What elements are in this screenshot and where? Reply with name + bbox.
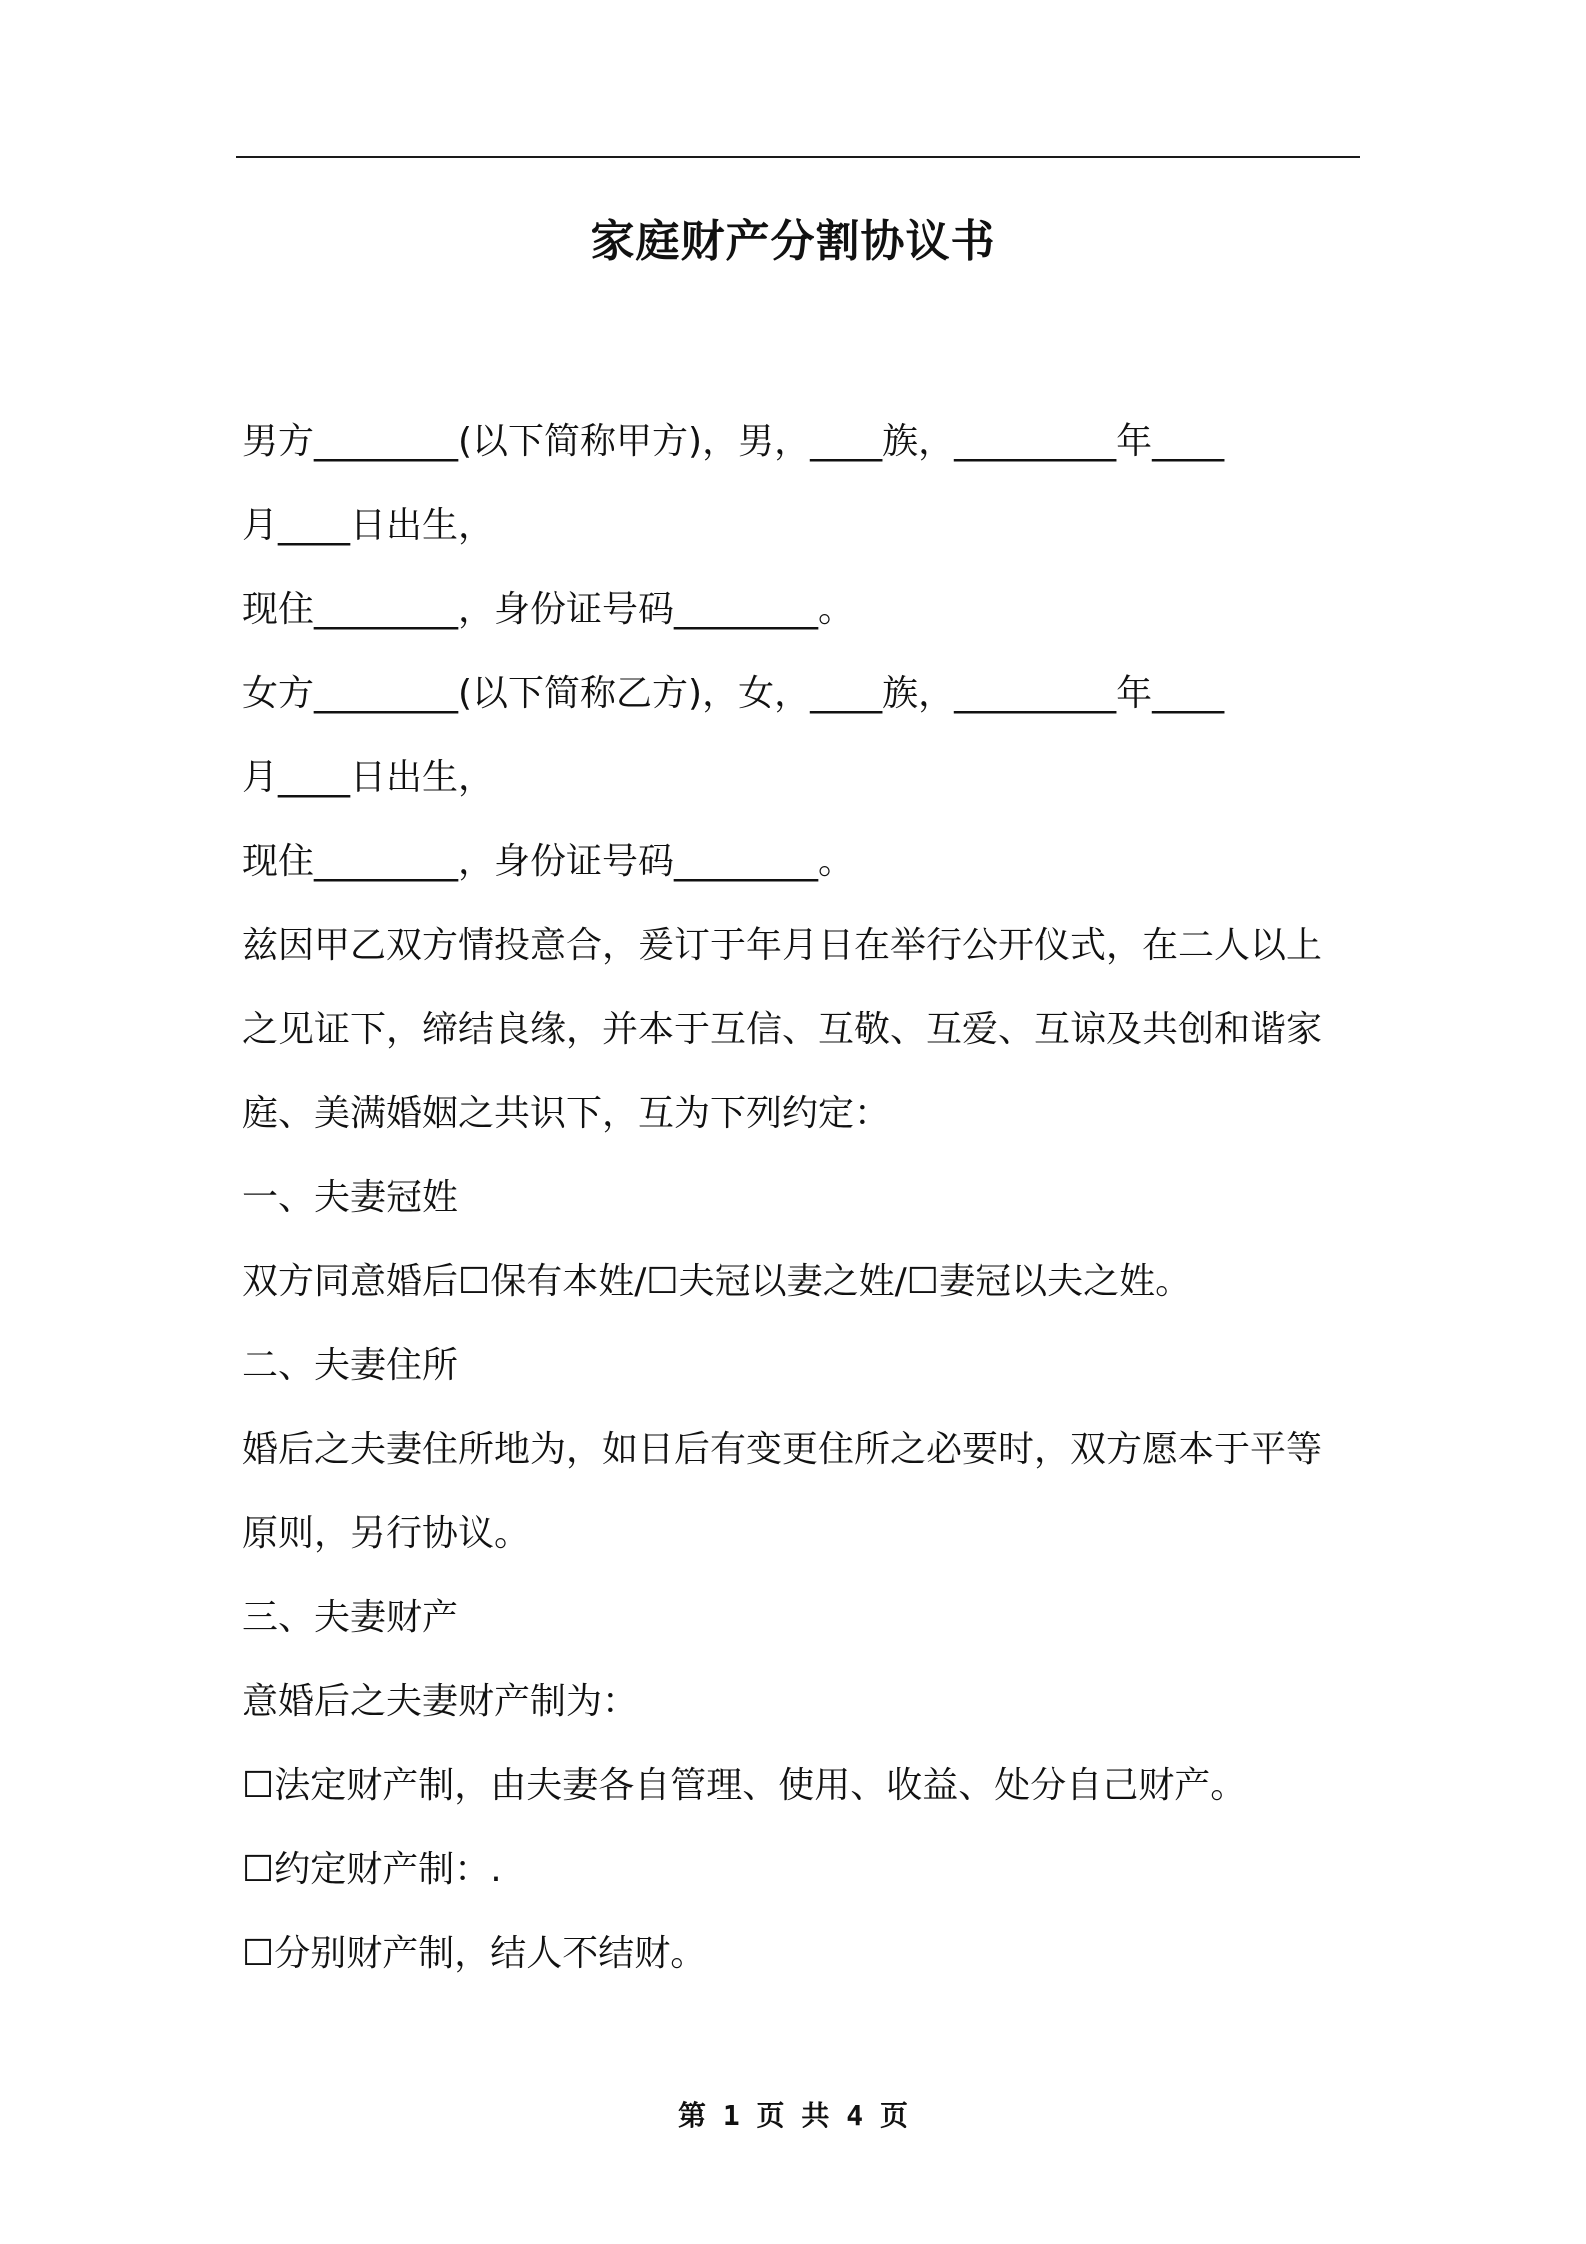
line-male-birth: 月____日出生， <box>242 505 495 546</box>
header-rule <box>236 156 1360 158</box>
line-male-address: 现住________，身份证号码________。 <box>242 589 855 630</box>
option-separate-property: ☐分别财产制，结人不结财。 <box>242 1933 707 1974</box>
section-heading-surname: 一、夫妻冠姓 <box>242 1177 459 1218</box>
line-residence-1: 婚后之夫妻住所地为，如日后有变更住所之必要时，双方愿本于平等 <box>242 1429 1323 1470</box>
option-statutory-property: ☐法定财产制，由夫妻各自管理、使用、收益、处分自己财产。 <box>242 1765 1247 1806</box>
line-female-party: 女方________(以下简称乙方)，女，____族，_________年____ <box>242 673 1225 714</box>
line-preamble-3: 庭、美满婚姻之共识下，互为下列约定： <box>242 1093 891 1134</box>
line-property-intro: 意婚后之夫妻财产制为： <box>242 1681 639 1722</box>
line-preamble-1: 兹因甲乙双方情投意合，爰订于年月日在举行公开仪式，在二人以上 <box>242 925 1323 966</box>
section-heading-property: 三、夫妻财产 <box>242 1597 459 1638</box>
page-number: 第 1 页 共 4 页 <box>677 2099 908 2132</box>
line-female-address: 现住________，身份证号码________。 <box>242 841 855 882</box>
document-body <box>242 400 1362 1996</box>
line-surname-options: 双方同意婚后☐保有本姓/☐夫冠以妻之姓/☐妻冠以夫之姓。 <box>242 1261 1192 1302</box>
line-residence-2: 原则，另行协议。 <box>242 1513 531 1554</box>
option-agreed-property: ☐约定财产制：. <box>242 1849 502 1890</box>
document-title: 家庭财产分割协议书 <box>590 216 996 267</box>
line-male-party: 男方________(以下简称甲方)，男，____族，_________年____ <box>242 421 1225 462</box>
section-heading-residence: 二、夫妻住所 <box>242 1345 459 1386</box>
line-preamble-2: 之见证下，缔结良缘，并本于互信、互敬、互爱、互谅及共创和谐家 <box>242 1009 1323 1050</box>
line-female-birth: 月____日出生， <box>242 757 495 798</box>
